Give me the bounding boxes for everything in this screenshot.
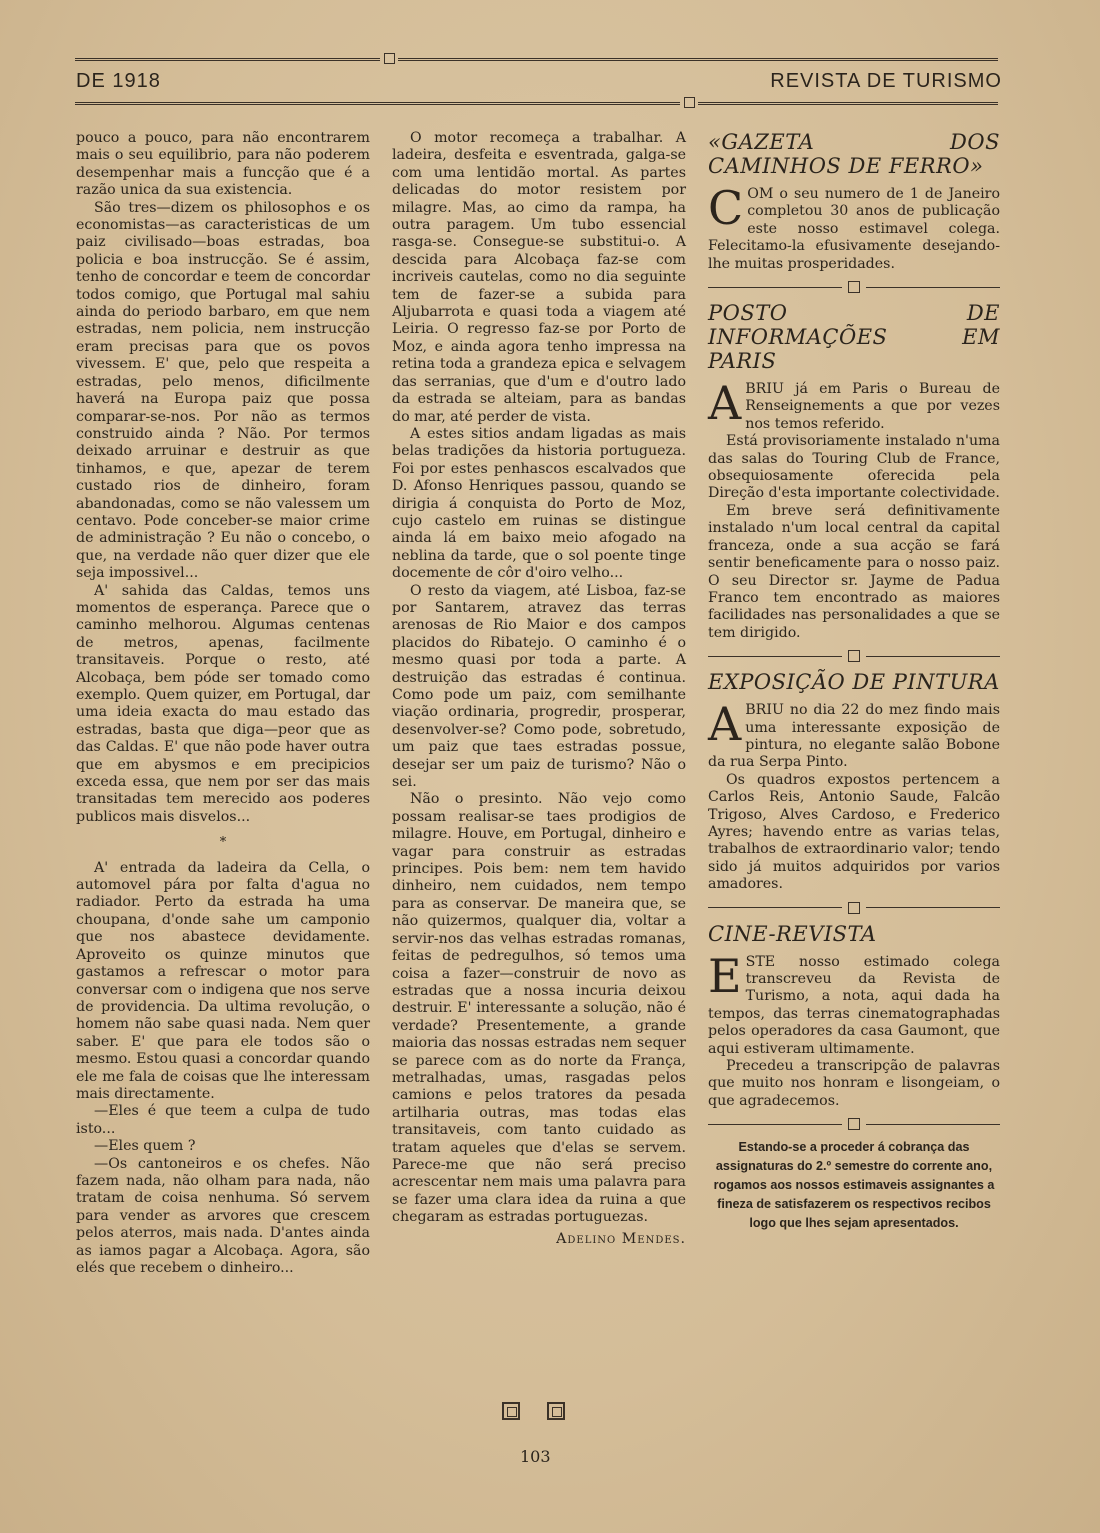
cine-title: CINE-REVISTA [708,921,877,946]
posto-body: BRIU já em Paris o Bureau de Renseignements a que por vezes nos temos referido. [745,381,1000,432]
paragraph: Em breve será definitivamente instalado n'um local central da capital franceza, onde a sua acção se fará sentir beneficamente para o nosso paiz. O seu Director sr. Jayme de Padua Franco tem encontrado as maiores facilidades nas personalidades a que se tem dirigido. [708,502,1000,641]
paragraph: A' sahida das Caldas, temos uns momentos de esperança. Parece que o caminho melhorou. Algumas centenas de metros, apenas, facilmente transitaveis. Porque o resto, até Alcobaça, bem póde ser tomado como exemplo. Quem quizer, em Portugal, dar uma ideia exacta do mau estado das estradas, basta que diga—peor que as das Caldas. E' que não pode haver outra que em abysmos e em precipicios exceda essa, que nem por ser das mais transitadas tem merecido aos poderes publicos mais disvelos... [76,582,370,825]
footer-ornament-left [502,1402,520,1420]
top-rule-right [398,58,998,61]
paragraph: —Eles é que teem a culpa de tudo isto... [76,1103,370,1137]
cine-body: STE nosso estimado colega transcreveu da Revista de Turismo, a nota, aqui dada ha tempos, das terras cinematographadas pelos operadores da casa Gaumont, que aqui estiveram ultimamente. [708,953,1000,1057]
header-date: DE 1918 [76,70,161,92]
paragraph: Não o presinto. Não vejo como possam realisar-se taes prodigios de milagre. Houve, em Portugal, dinheiro e vagar para construir as estradas principes. Pois bem: nem tem havido dinheiro, nem cuidados, nem tempo para as conservar. De maneira que, se não quizermos, qualquer dia, voltar a servir-nos das velhas estradas romanas, feitas de pedregulhos, só temos uma coisa a fazer—construir de novo as estradas que a nossa incuria deixou destruir. E' interessante a solução, não é verdade? Presentemente, a grande maioria das nossas estradas nem sequer se parece com as do norte da França, metralhadas, umas, rasgadas pelos camions e pelos tratores da pesada artilharia outras, mas todas elas transitaveis, com tanto cuidado as tratam aqueles que d'elas se servem. Parece-me que não será preciso acrescentar nem mais uma palavra para se fazer uma clara idea da ruina a que chegaram as estradas portuguezas. [392,791,686,1226]
paragraph: Está provisoriamente instalado n'uma das salas do Touring Club de France, obsequiosamente oferecida pela Direção d'esta importante colectividade. [708,433,1000,502]
posto-text [708,376,1000,433]
separator [708,281,1000,293]
top-rule-ornament [384,53,395,64]
drop-cap: A [708,697,742,752]
cine-text [708,948,1000,1058]
drop-cap: C [708,181,744,235]
posto-title: POSTO DE INFORMAÇÕES EM PARIS [708,301,1000,374]
header-rule-ornament [684,97,695,108]
separator [708,1118,1000,1130]
expo-text [708,697,1000,772]
column-1 [76,130,370,1277]
top-rule-left [75,58,380,61]
footer-ornament-right [547,1402,565,1420]
subscription-notice: Estando-se a proceder á cobrança das assignaturas do 2.º semestre do corrente ano, rogamos aos nossos estimaveis assignantes a fineza de satisfazerem os respectivos recibos logo que lhes sejam apresentados. [713,1140,995,1231]
author-signature: Adelino Mendes. [556,1230,686,1247]
drop-cap: A [708,376,742,431]
column-2 [392,130,686,1248]
paragraph: Precedeu a transcripção de palavras que muito nos honram e lisongeiam, o que agradecemos. [708,1058,1000,1109]
paragraph: A' entrada da ladeira da Cella, o automovel pára por falta d'agua no radiador. Perto da estrada ha uma choupana, d'onde sahe um camponio que nos abastece devidamente. Aproveito os quinze minutos que gastamos a refrescar o motor para conversar com o indigena que nos serve de providencia. Da ultima revolução, o homem não sabe quasi nada. Nem quer saber. E' que para ele todos são o mesmo. Estou quasi a concordar quando ele me fala de coisas que lhe interessam mais directamente. [76,859,370,1102]
paragraph: A estes sitios andam ligadas as mais belas tradições da historia portugueza. Foi por estes penhascos escalvados que D. Afonso Henriques passou, quando se dirigia á conquista do Porto de Moz, cujo castelo em ruinas se distingue ainda lá em baixo meio afogado na neblina da tarde, que o sol poente tinge docemente de côr d'oiro velho... [392,425,686,582]
separator [708,650,1000,662]
paragraph: pouco a pouco, para não encontrarem mais o seu equilibrio, para não poderem desempenhar mais a funcção que é a razão unica da sua existencia. [76,130,370,199]
drop-cap: E [708,948,742,1003]
gazeta-title: «GAZETA DOS CAMINHOS DE FERRO» [708,130,1000,178]
page-number: 103 [520,1447,551,1466]
header-rule-left [75,102,680,105]
column-3 [708,130,1000,1233]
gazeta-body: OM o seu numero de 1 de Janeiro completou 30 anos de publicação este nosso estimavel colega. Felecitamo-la efusivamente desejando-lhe muitas prosperidades. [708,186,1000,272]
separator [708,902,1000,914]
gazeta-text [708,181,1000,273]
paragraph: O resto da viagem, até Lisboa, faz-se por Santarem, atravez das terras arenosas de Rio Maior e dos campos placidos do Ribatejo. O caminho é o mesmo quasi por toda a parte. A destruição das estradas é continua. Como pode um paiz, com semilhante viação ordinaria, progredir, prosperar, desenvolver-se? Como pode, sobretudo, um paiz que taes estradas possue, desejar ser um paiz de turismo? Não o sei. [392,582,686,791]
paragraph: —Eles quem ? [94,1138,196,1155]
paragraph: Os quadros expostos pertencem a Carlos Reis, Antonio Saude, Falcão Trigoso, Alves Cardoso, e Frederico Ayres; havendo entre as varias telas, trabalhos de extraordinario valor; tendo sido já muitos adquiridos por varios amadores. [708,771,1000,893]
expo-title: EXPOSIÇÃO DE PINTURA [708,670,1000,695]
header-title: REVISTA DE TURISMO [770,70,1002,92]
header-rule-right [698,102,998,105]
paragraph: —Os cantoneiros e os chefes. Não fazem nada, não olham para nada, não tratam de coisa nenhuma. Só servem para vender as arvores que crescem pelos aterros, mais nada. D'antes ainda as iamos pagar a Alcobaça. Agora, são elés que recebem o dinheiro... [76,1155,370,1276]
expo-body: BRIU no dia 22 do mez findo mais uma interessante exposição de pintura, no elegante salão Bobone da rua Serpa Pinto. [708,702,1000,771]
paragraph: São tres—dizem os philosophos e os economistas—as caracteristicas de um paiz civilisado—boas estradas, boa policia e boa instrucção. Se é assim, tenho de concordar e teem de concordar todos comigo, que Portugal mal sahiu ainda do periodo barbaro, em que nem estradas, nem policia, nem instrucção eram precisas para que os povos vivessem. E' que, pelo que respeita a estradas, pelo menos, dificilmente haverá na Europa paiz que possa comparar-se-nos. Por não as termos construido ainda ? Não. Por termos deixado arruinar e destruir as que tinhamos, e que, apezar de terem custado rios de dinheiro, foram abandonadas, como se não valessem um centavo. Pode conceber-se maior crime de administração ? Eu não o concebo, o que, na verdade não quer dizer que ele seja impossivel... [76,199,370,582]
section-star: * [219,835,227,851]
paragraph: O motor recomeça a trabalhar. A ladeira, desfeita e esventrada, galga-se com uma lentidão mortal. As partes delicadas do motor resistem por milagre. Mas, ao cimo da rampa, ha outra paragem. Um tubo essencial rasga-se. Consegue-se substitui-o. A descida para Alcobaça faz-se com incriveis cautelas, como no dia seguinte tem de fazer-se a subida para Aljubarrota e quasi toda a viagem até Leiria. O regresso faz-se por Porto de Moz, e ainda agora tenho impressa na retina toda a grandeza epica e selvagem das serranias, que d'um e d'outro lado da estrada se alteiam, para as bandas do mar, até perder de vista. [392,130,686,425]
